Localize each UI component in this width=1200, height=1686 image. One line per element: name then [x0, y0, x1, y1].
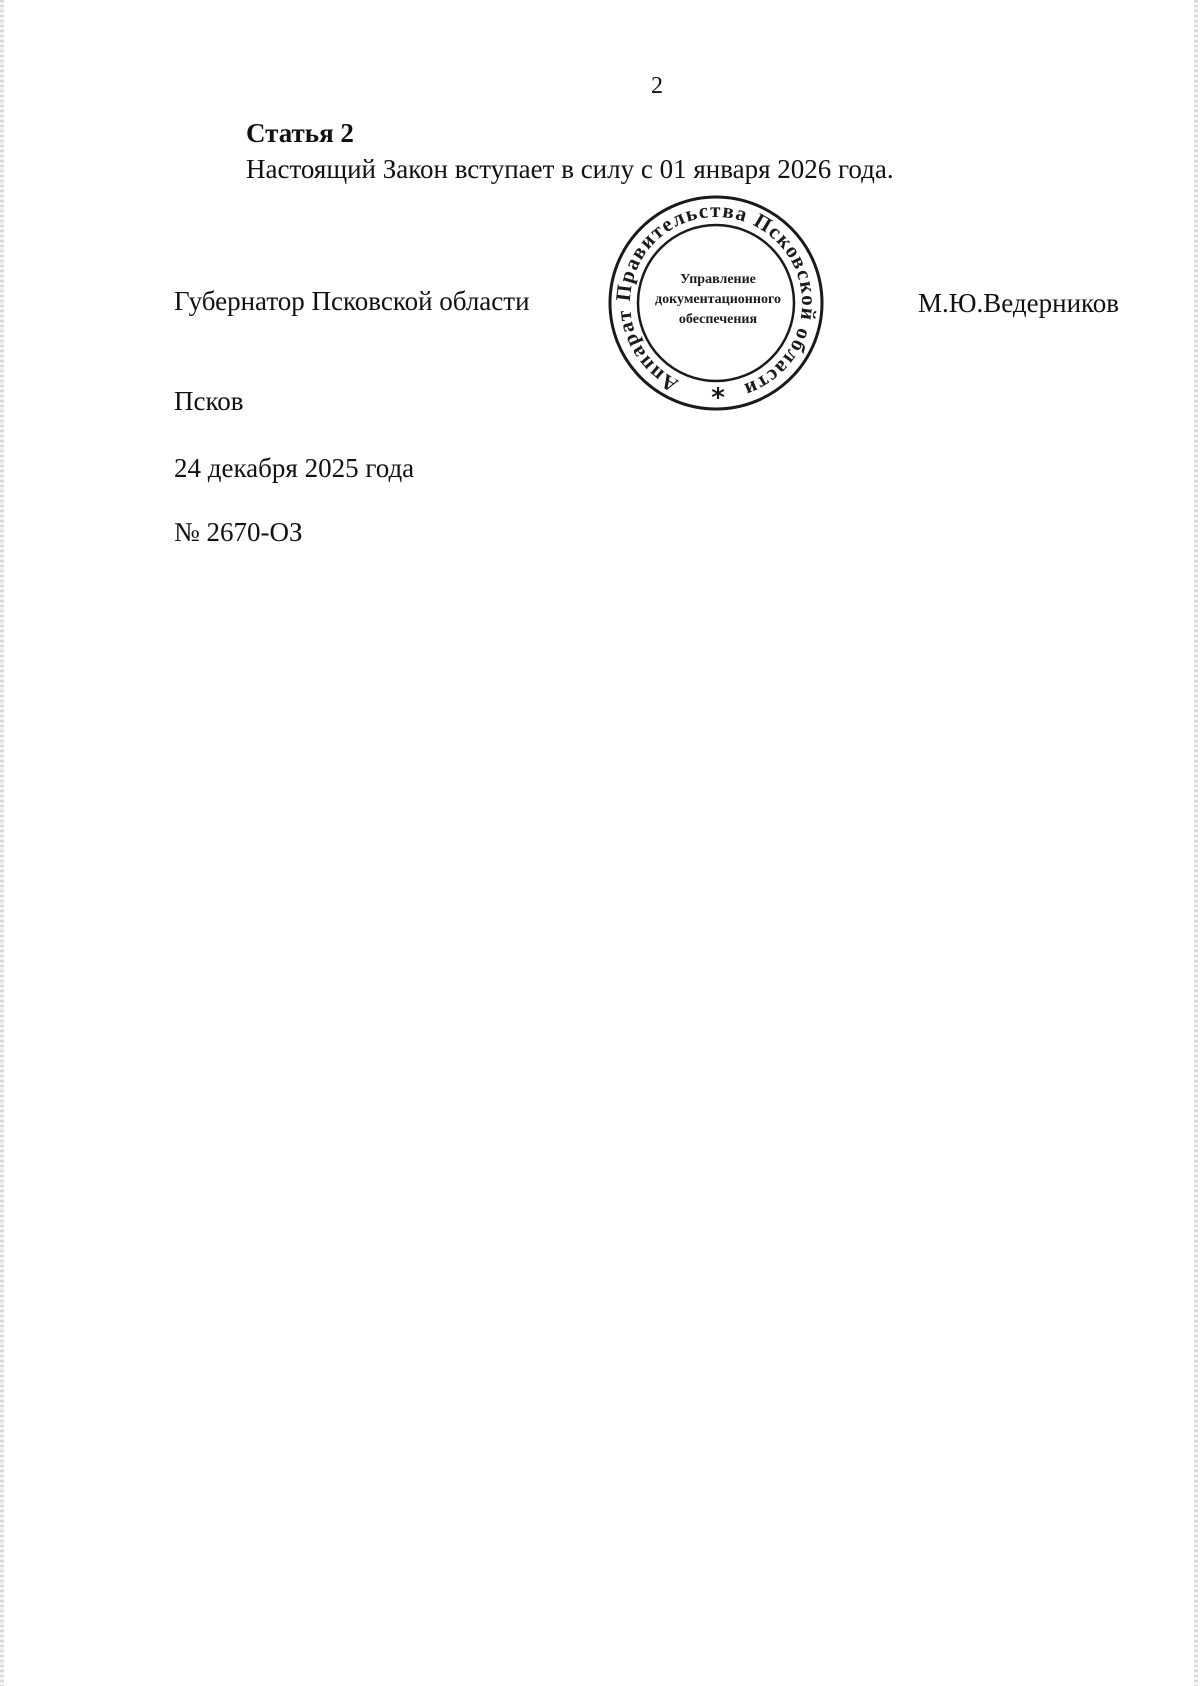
- city-name: Псков: [174, 386, 244, 416]
- seal-inner-line-1: Управление: [680, 272, 756, 287]
- scan-edge-left: [0, 0, 4, 1686]
- seal-inner-line-3: обеспечения: [678, 312, 758, 327]
- governor-title: Губернатор Псковской области: [174, 286, 530, 316]
- seal-star-icon: *: [711, 383, 725, 413]
- seal-inner-line-2: документационного: [655, 292, 781, 307]
- scan-edge-right: [1194, 0, 1198, 1686]
- seal-outer-text-path: Аппарат Правительства Псковской области: [610, 197, 822, 403]
- law-date: 24 декабря 2025 года: [174, 453, 415, 483]
- law-number: № 2670-ОЗ: [174, 517, 303, 547]
- official-seal: [606, 191, 826, 415]
- governor-name: М.Ю.Ведерников: [918, 288, 1120, 318]
- page-number: 2: [651, 73, 663, 99]
- article-heading: Статья 2: [246, 118, 354, 148]
- article-body: Настоящий Закон вступает в силу с 01 января 2026 года.: [246, 154, 894, 184]
